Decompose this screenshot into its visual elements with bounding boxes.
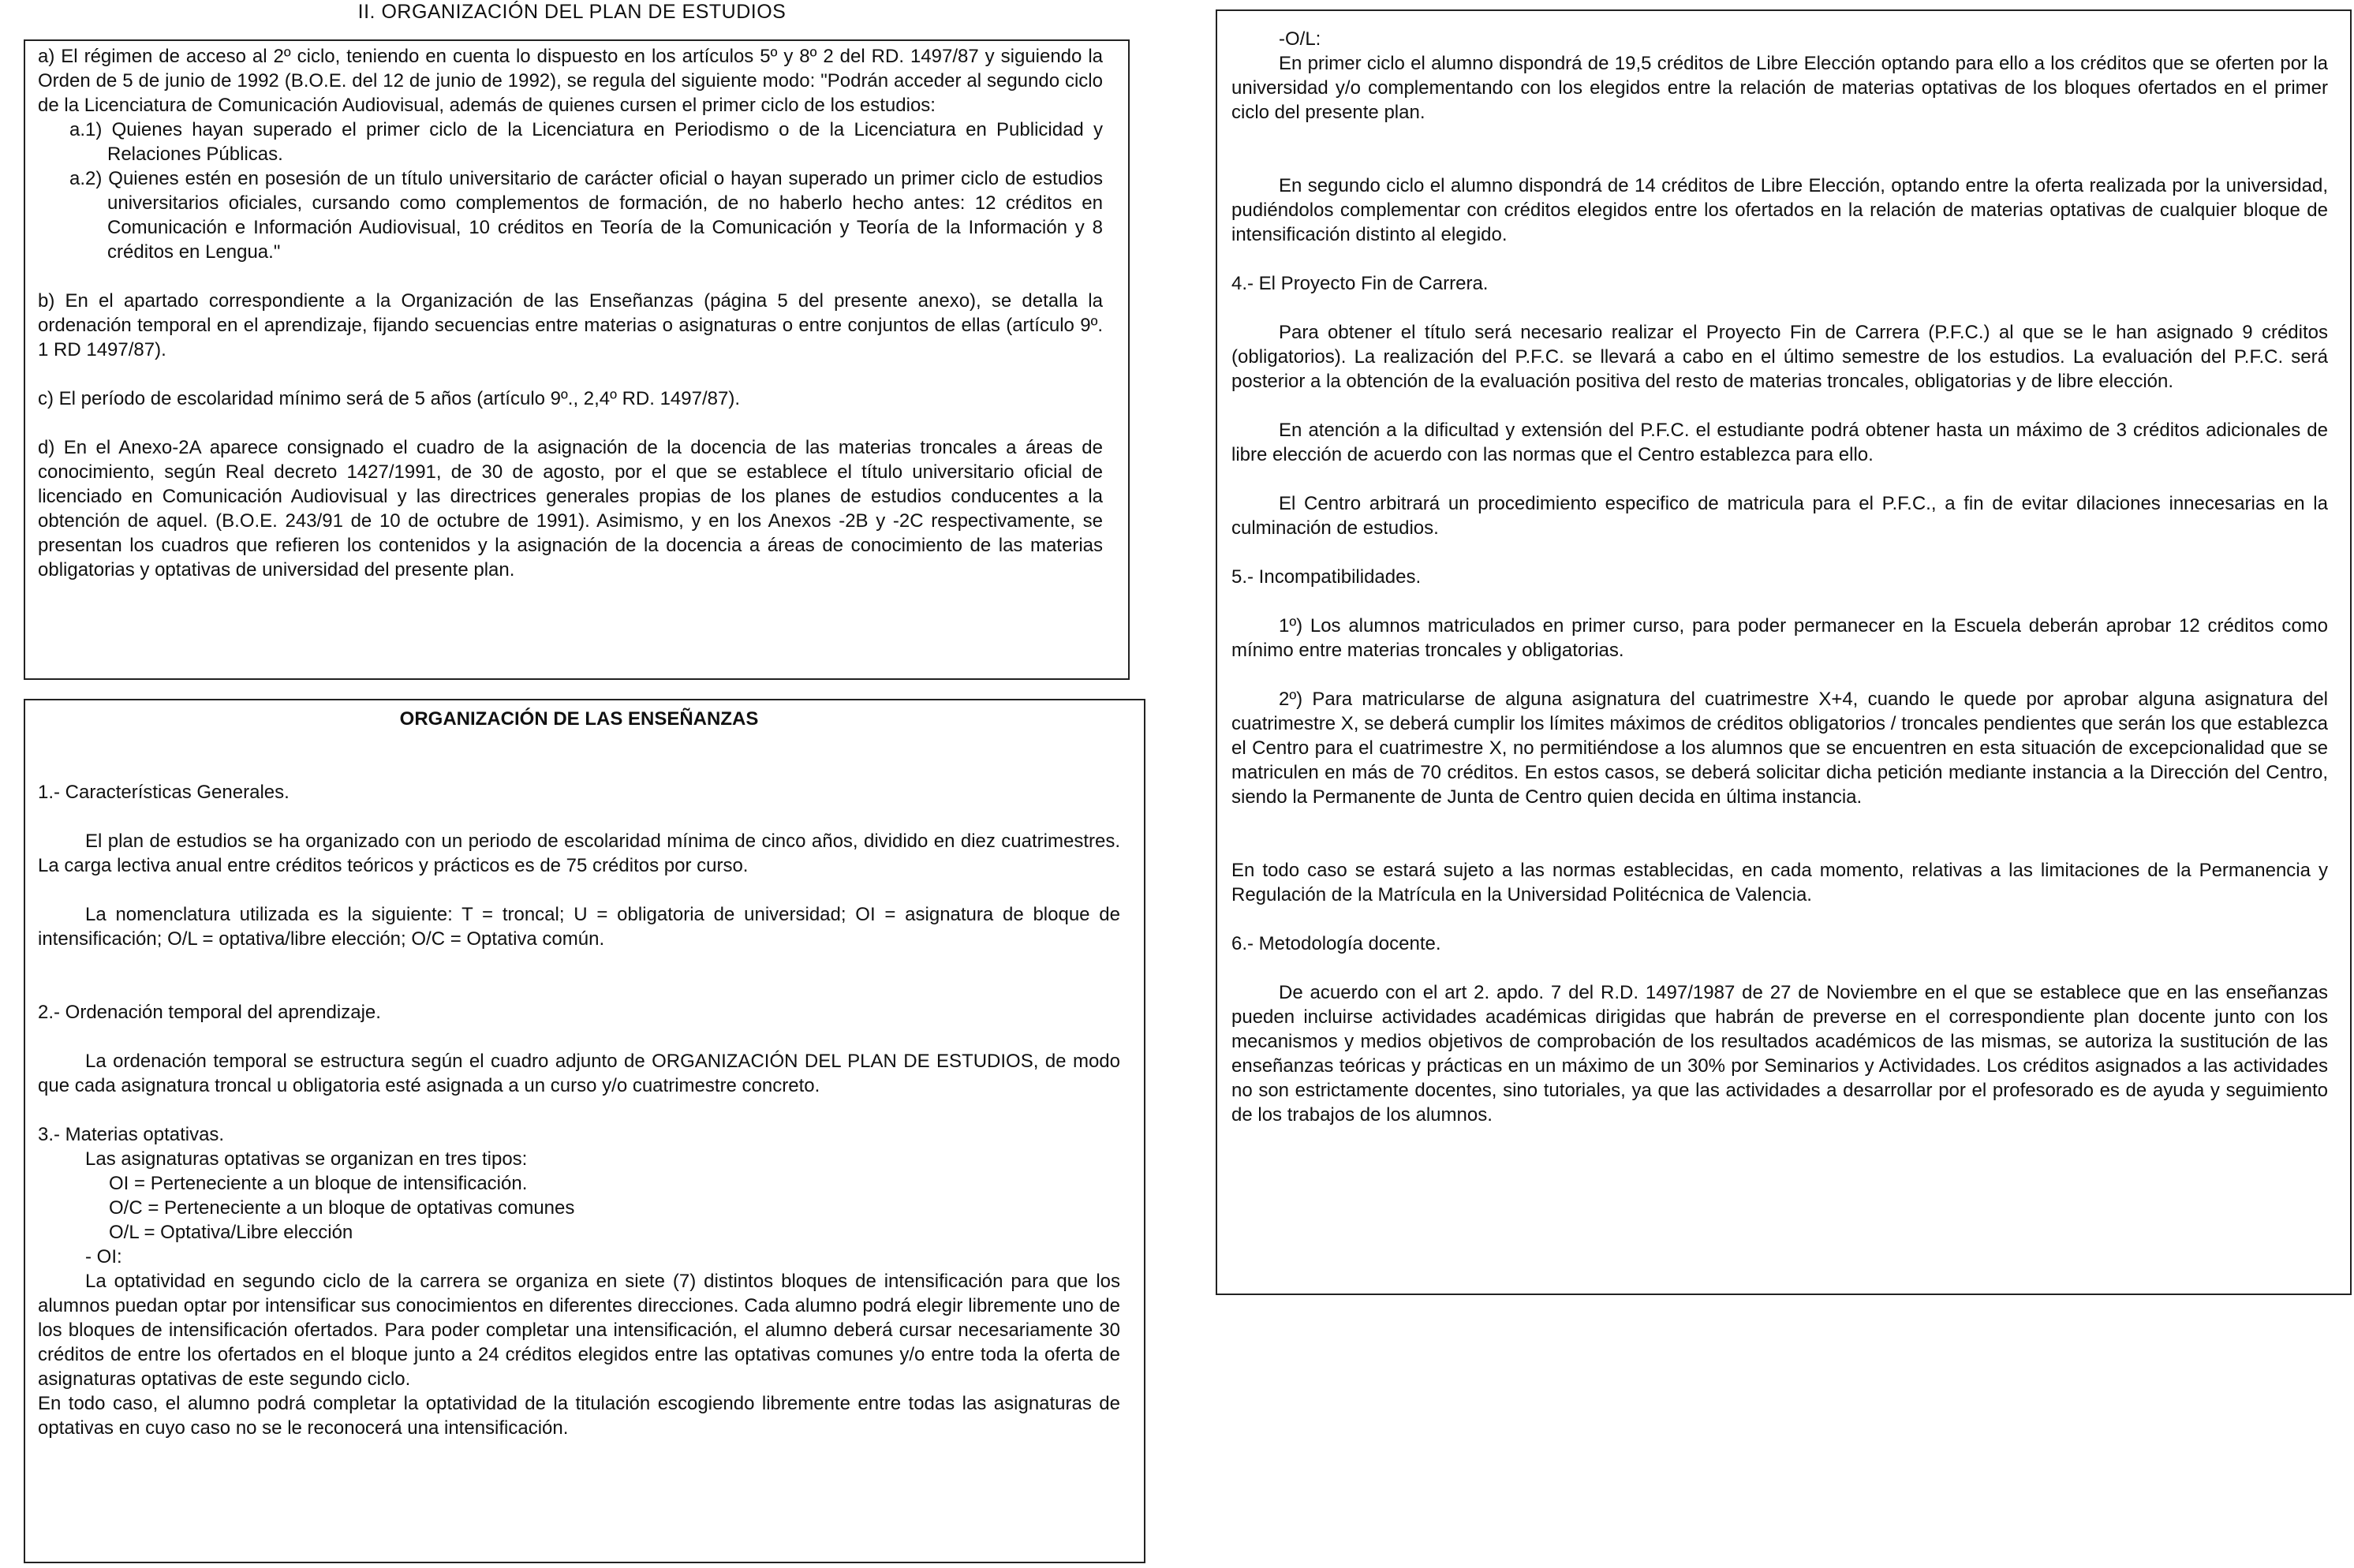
paragraph-temporal-order: La ordenación temporal se estructura según el cuadro adjunto de ORGANIZACIÓN DEL PLAN DE ESTUDIOS, de modo que cada asignatura troncal u obligatoria esté asignada a un curso y/o cuatrimestre concreto. [38, 1051, 1120, 1096]
paragraph-free-choice: En todo caso, el alumno podrá completar la optatividad de la titulación escogiendo libremente entre todas las asignaturas de optativas en cuyo caso no se le reconocerá una intensificación. [38, 1393, 1120, 1439]
type-oi: OI = Perteneciente a un bloque de intensificación. [109, 1173, 528, 1194]
paragraph-second-cycle: En segundo ciclo el alumno dispondrá de 14 créditos de Libre Elección, optando entre la oferta realizada por la universidad, pudiéndolos complementar con créditos elegidos entre los ofertados en la relación de materias optativas de cualquier bloque de intensificación distinto al elegido. [1231, 175, 2328, 245]
type-oc: O/C = Perteneciente a un bloque de optativas comunes [109, 1197, 575, 1219]
page-title: II. ORGANIZACIÓN DEL PLAN DE ESTUDIOS [357, 1, 787, 23]
paragraph-first-cycle: En primer ciclo el alumno dispondrá de 19,5 créditos de Libre Elección optando para ello a los créditos que se oferten por la universidad y/o complementando con los elegidos entre la relación de materias optativas de los bloques ofertados en el primer ciclo del presente plan. [1231, 53, 2328, 123]
paragraph-methodology: De acuerdo con el art 2. apdo. 7 del R.D. 1497/1987 de 27 de Noviembre en el que se establece que en las enseñanzas pueden incluirse actividades académicas dirigidas que habrán de preverse en el correspondiente plan docente junto con los mecanismos y medios objetivos de comprobación de los resultados académicos de las mismas, se autoriza la sustitución de las enseñanzas teóricas y prácticas en un máximo de un 30% por Seminarios y Actividades. Los créditos asignados a las actividades no son estrictamente docentes, sino tutoriales, ya que las actividades a desarrollar por el profesorado es de ayuda y seguimiento de los trabajos de los alumnos. [1231, 982, 2328, 1126]
paragraph-first-year-rule: 1º) Los alumnos matriculados en primer curso, para poder permanecer en la Escuela deberán aprobar 12 créditos como mínimo entre materias troncales y obligatorias. [1231, 615, 2328, 661]
teaching-organization-box [24, 699, 1145, 1563]
heading-temporal-order: 2.- Ordenación temporal del aprendizaje. [38, 1002, 381, 1023]
paragraph-optional-types: Las asignaturas optativas se organizan en tres tipos: [85, 1148, 528, 1170]
paragraph-intensification: La optatividad en segundo ciclo de la carrera se organiza en siete (7) distintos bloques de intensificación para que los alumnos puedan optar por intensificar sus conocimientos en diferentes direcciones. Cada alumno podrá elegir libremente uno de los bloques de intensificación ofertados. Para poder completar una intensificación, el alumno deberá cursar necesariamente 30 créditos de entre los ofertados en el bloque junto a 24 créditos elegidos entre las optativas comunes y/o entre toda la oferta de asignaturas optativas de este segundo ciclo. [38, 1271, 1120, 1390]
paragraph-regulations: En todo caso se estará sujeto a las normas establecidas, en cada momento, relativas a las limitaciones de la Permanencia y Regulación de la Matrícula en la Universidad Politécnica de Valencia. [1231, 860, 2328, 905]
heading-optional-subjects: 3.- Materias optativas. [38, 1124, 225, 1145]
continued-box [1216, 9, 2352, 1295]
paragraph-b: b) En el apartado correspondiente a la Organización de las Enseñanzas (página 5 del presente anexo), se detalla la ordenación temporal en el aprendizaje, fijando secuencias entre materias o asignaturas o entre conjuntos de ellas (artículo 9º. 1 RD 1497/87). [38, 290, 1103, 360]
access-regime-box [24, 39, 1130, 680]
section-title: ORGANIZACIÓN DE LAS ENSEÑANZAS [399, 708, 759, 730]
heading-methodology: 6.- Metodología docente. [1231, 933, 1441, 954]
paragraph-enrolment-limits: 2º) Para matricularse de alguna asignatura del cuatrimestre X+4, cuando le quede por aprobar alguna asignatura del cuatrimestre X, se deberá cumplir los límites máximos de créditos obligatorios / troncales pendientes que serán los que establezca el Centro para el cuatrimestre X, no permitiéndose a los alumnos que se encuentren en esta situación de excepcionalidad que se matriculen en más de 70 créditos. En estos casos, se deberá solicitar dicha petición mediante instancia a la Dirección del Centro, siendo la Permanente de Junta de Centro quien decida en última instancia. [1231, 689, 2328, 808]
paragraph-enrolment-procedure: El Centro arbitrará un procedimiento especifico de matricula para el P.F.C., a fin de evitar dilaciones innecesarias en la culminación de estudios. [1231, 493, 2328, 539]
paragraph-study-plan: El plan de estudios se ha organizado con un periodo de escolaridad mínima de cinco años, dividido en diez cuatrimestres. La carga lectiva anual entre créditos teóricos y prácticos es de 75 créditos por curso. [38, 831, 1120, 876]
paragraph-extra-credits: En atención a la dificultad y extensión del P.F.C. el estudiante podrá obtener hasta un máximo de 3 créditos adicionales de libre elección de acuerdo con las normas que el Centro establezca para ello. [1231, 420, 2328, 465]
type-ol: O/L = Optativa/Libre elección [109, 1222, 353, 1243]
paragraph-a2: a.2) Quienes estén en posesión de un título universitario de carácter oficial o hayan superado un primer ciclo de estudios universitarios oficiales, cursando como complementos de formación, de no haberlo hecho antes: 12 créditos en Comunicación e Información Audiovisual, 10 créditos en Teoría de la Comunicación y Teoría de la Información y 8 créditos en Lengua." [69, 168, 1103, 263]
paragraph-d: d) En el Anexo-2A aparece consignado el cuadro de la asignación de la docencia de las materias troncales a áreas de conocimiento, según Real decreto 1427/1991, de 30 de agosto, por el que se establece el título universitario oficial de licenciado en Comunicación Audiovisual y las directrices generales propias de los planes de estudios conducentes a la obtención de aquel. (B.O.E. 243/91 de 10 de octubre de 1991). Asimismo, y en los Anexos -2B y -2C respectivamente, se presentan los cuadros que refieren los contenidos y la asignación de la docencia a áreas de conocimiento de las materias obligatorias y optativas de universidad del presente plan. [38, 437, 1103, 581]
paragraph-c: c) El período de escolaridad mínimo será de 5 años (artículo 9º., 2,4º RD. 1497/87). [38, 388, 740, 409]
heading-general-characteristics: 1.- Características Generales. [38, 782, 290, 803]
paragraph-a1: a.1) Quienes hayan superado el primer ciclo de la Licenciatura en Periodismo o de la Licenciatura en Publicidad y Relaciones Públicas. [69, 119, 1103, 165]
heading-final-project: 4.- El Proyecto Fin de Carrera. [1231, 273, 1489, 294]
label-oi: - OI: [85, 1246, 122, 1267]
paragraph-nomenclature: La nomenclatura utilizada es la siguiente: T = troncal; U = obligatoria de universidad; OI = asignatura de bloque de intensificación; O/L = optativa/libre elección; O/C = Optativa común. [38, 904, 1120, 950]
label-ol: -O/L: [1279, 28, 1321, 50]
paragraph-final-project: Para obtener el título será necesario realizar el Proyecto Fin de Carrera (P.F.C.) al que se le han asignado 9 créditos (obligatorios). La realización del P.F.C. se llevará a cabo en el último semestre de los estudios. La evaluación del P.F.C. será posterior a la obtención de la evaluación positiva del resto de materias troncales, obligatorias y de libre elección. [1231, 322, 2328, 392]
paragraph-a-intro: a) El régimen de acceso al 2º ciclo, teniendo en cuenta lo dispuesto en los artículos 5º y 8º 2 del RD. 1497/87 y siguiendo la Orden de 5 de junio de 1992 (B.O.E. del 12 de junio de 1992), se regula del siguiente modo: "Podrán acceder al segundo ciclo de la Licenciatura de Comunicación Audiovisual, además de quienes cursen el primer ciclo de los estudios: [38, 46, 1103, 116]
heading-incompatibilities: 5.- Incompatibilidades. [1231, 566, 1422, 588]
